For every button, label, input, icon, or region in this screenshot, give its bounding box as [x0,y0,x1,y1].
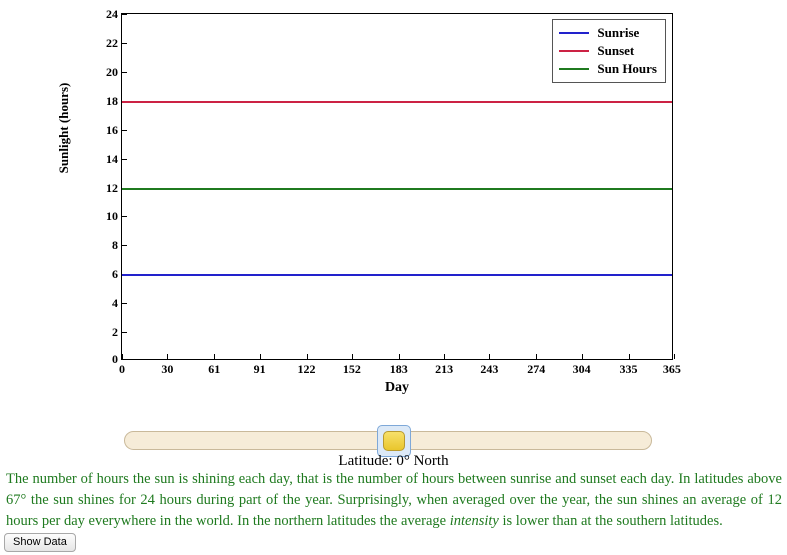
x-tick-mark [352,354,353,359]
y-tick-label: 18 [106,93,118,108]
x-tick-label: 213 [435,362,454,376]
y-tick-label: 24 [106,7,118,21]
legend-swatch-sunrise [559,32,589,34]
description-part2: is lower than at the southern latitudes. [498,513,723,529]
y-tick-label: 0 [112,352,118,366]
x-tick-label: 183 [389,362,408,376]
y-tick-mark [122,216,127,217]
series-line-sun-hours [122,188,672,190]
y-tick-mark [122,245,127,246]
y-tick-mark [122,303,127,304]
y-tick-label: 8 [112,238,118,253]
y-tick-label: 22 [106,35,118,50]
x-tick-label: 365 [662,362,681,376]
plot-area [106,7,681,376]
x-tick-mark [629,354,630,359]
latitude-slider-group [0,425,787,469]
x-tick-label: 0 [119,362,125,376]
x-tick-label: 91 [253,362,266,376]
y-tick-mark [122,332,127,333]
x-tick-label: 274 [527,362,546,376]
series-line-sunrise [122,274,672,276]
description-emphasis: intensity [449,513,499,529]
latitude-slider-handle[interactable] [383,431,405,451]
y-tick-label: 4 [112,296,118,311]
x-tick-mark [489,354,490,359]
y-tick-mark [122,359,127,360]
x-tick-mark [122,354,123,359]
legend-item-sun-hours [559,60,657,78]
latitude-slider-caption: Latitude: 0° North [338,453,449,469]
x-tick-label: 152 [342,362,361,376]
y-tick-label: 16 [106,122,118,137]
x-tick-mark [214,354,215,359]
chart-legend [552,19,666,83]
x-tick-label: 243 [480,362,499,376]
x-tick-label: 335 [619,362,638,376]
x-tick-mark [536,354,537,359]
x-tick-mark [167,354,168,359]
legend-item-sunset [559,42,657,60]
description-text [6,469,782,532]
legend-swatch-sunset [559,50,589,52]
x-tick-mark [260,354,261,359]
legend-label-sunrise: Sunrise [597,25,640,40]
y-tick-mark [122,14,127,15]
x-tick-mark [444,354,445,359]
x-tick-mark [582,354,583,359]
x-tick-label: 122 [297,362,316,376]
x-tick-mark [307,354,308,359]
legend-label-sunset: Sunset [597,43,635,58]
legend-item-sunrise [559,24,657,42]
y-tick-label: 2 [112,325,118,340]
x-tick-mark [674,354,675,359]
legend-label-sun-hours: Sun Hours [597,61,657,76]
x-tick-mark [399,354,400,359]
x-axis-title: Day [384,380,410,395]
y-axis-title: Sunlight (hours) [56,82,71,174]
x-tick-label: 30 [161,362,174,376]
y-tick-mark [122,43,127,44]
x-tick-label: 61 [208,362,221,376]
y-tick-mark [122,130,127,131]
legend-swatch-sun-hours [559,68,589,70]
y-tick-label: 14 [106,151,118,166]
y-tick-mark [122,159,127,160]
show-data-button[interactable]: Show Data [4,533,76,552]
y-tick-mark [122,72,127,73]
x-tick-label: 304 [572,362,591,376]
y-tick-label: 12 [106,180,118,195]
series-line-sunset [122,101,672,103]
y-tick-label: 20 [106,64,118,79]
y-tick-label: 10 [106,209,118,224]
y-tick-label: 6 [112,267,118,282]
description-part1: The number of hours the sun is shining each day, that is the number of hours between sunrise and sunset each day. In latitudes above 67° the sun shines for 24 hours during part of the year. Surprisingly, when averaged over the year, the sun shines an average of 12 hours per day everywhere in the world. In the northern latitudes the average [6,471,782,529]
